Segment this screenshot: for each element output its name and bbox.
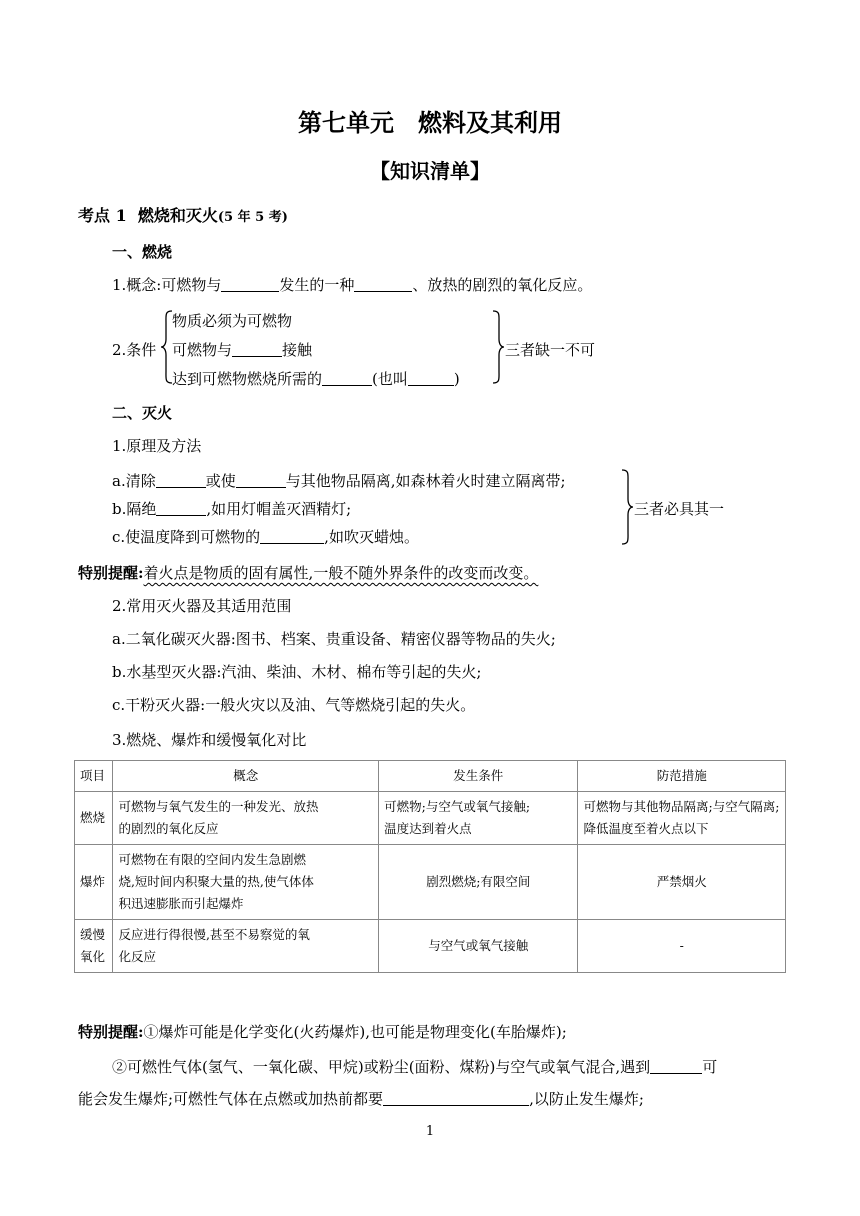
cell-line: 反应进行得很慢,甚至不易察觉的氧: [118, 927, 310, 942]
section-heading-extinguishing: 二、灭火: [112, 404, 173, 422]
comparison-table: [74, 760, 786, 973]
tip-text: ②可燃性气体(氢气、一氧化碳、甲烷)或粉尘(面粉、煤粉)与空气或氧气混合,遇到: [112, 1058, 651, 1076]
condition-cell: [379, 792, 578, 845]
table-row: [75, 792, 786, 845]
prevention-cell: [578, 792, 786, 845]
concept-text-3: 、放热的剧烈的氧化反应。: [412, 276, 593, 294]
extinguishers-heading: 2.常用灭火器及其适用范围: [112, 597, 292, 615]
cell-line: 烧,短时间内积聚大量的热,使气体体: [118, 874, 314, 889]
special-tip-1: [78, 562, 538, 583]
concept-text-1: 1.概念:可燃物与: [112, 276, 222, 294]
comparison-heading: 3.燃烧、爆炸和缓慢氧化对比: [112, 731, 307, 749]
special-tip-2-line-2: [112, 1056, 717, 1077]
tip-text: 可: [702, 1058, 718, 1076]
fill-blank[interactable]: [383, 1090, 529, 1106]
extinguisher-item: a.二氧化碳灭火器:图书、档案、贵重设备、精密仪器等物品的失火;: [112, 630, 556, 648]
combustion-conditions-label: 2.条件: [112, 341, 157, 359]
method-a-text-1: a.清除: [112, 472, 156, 490]
cell-line: 的剧烈的氧化反应: [118, 821, 219, 836]
method-c: [112, 526, 419, 547]
fill-blank[interactable]: [322, 370, 372, 386]
exam-point-label: 考点 1: [78, 206, 127, 225]
tip-label: 特别提醒:: [78, 1023, 144, 1041]
method-b-text-2: ,如用灯帽盖灭酒精灯;: [206, 500, 352, 518]
header-cell: 项目: [75, 761, 113, 792]
cell-line: 积迅速膨胀而引起爆炸: [118, 896, 244, 911]
cell-line: 可燃物与氧气发生的一种发光、放热: [118, 799, 319, 814]
cell-line: 燃烧: [80, 810, 106, 825]
condition-cell: [379, 845, 578, 920]
fill-blank[interactable]: [408, 370, 454, 386]
prevention-cell: [578, 920, 786, 973]
extinguisher-item: b.水基型灭火器:汽油、柴油、木材、棉布等引起的失火;: [112, 663, 482, 681]
concept-text-2: 发生的一种: [279, 276, 355, 294]
method-c-text-1: c.使温度降到可燃物的: [112, 528, 261, 546]
cell-line: 可燃物与其他物品隔离;与空气隔离;: [583, 799, 780, 814]
cell-line: 降低温度至着火点以下: [583, 821, 709, 836]
fill-blank[interactable]: [236, 472, 286, 488]
methods-summary: 三者必具其一: [634, 500, 725, 518]
method-b: [112, 498, 351, 519]
condition-2-text-1: 可燃物与: [172, 341, 233, 359]
row-name-cell: [75, 792, 113, 845]
fill-blank[interactable]: [260, 528, 324, 544]
cell-line: 温度达到着火点: [384, 821, 472, 836]
extinguisher-item: c.干粉灭火器:一般火灾以及油、气等燃烧引起的失火。: [112, 696, 476, 714]
page-title: 第七单元 燃料及其利用: [298, 108, 562, 137]
exam-point-name: 燃烧和灭火: [137, 206, 218, 225]
cell-line: 氧化: [80, 949, 106, 964]
tip-text: ①爆炸可能是化学变化(火药爆炸),也可能是物理变化(车胎爆炸);: [143, 1023, 567, 1041]
tip-text: 着火点是物质的固有属性,一般不随外界条件的改变而改变。: [143, 564, 539, 582]
cell-line: 严禁烟火: [656, 874, 707, 889]
cell-line: 爆炸: [80, 874, 106, 889]
method-c-text-2: ,如吹灭蜡烛。: [324, 528, 419, 546]
cell-line: 缓慢: [80, 927, 106, 942]
condition-cell: [379, 920, 578, 973]
prevention-cell: [578, 845, 786, 920]
condition-2-text-2: 接触: [282, 341, 313, 359]
table-row: [75, 845, 786, 920]
exam-point-heading: [78, 203, 288, 226]
fill-blank[interactable]: [221, 276, 279, 292]
cell-line: 化反应: [118, 949, 156, 964]
row-name-cell: [75, 845, 113, 920]
header-cell: 发生条件: [379, 761, 578, 792]
fill-blank[interactable]: [354, 276, 412, 292]
page-number: 1: [425, 1124, 435, 1139]
concept-cell: [113, 920, 379, 973]
conditions-summary: 三者缺一不可: [505, 341, 596, 359]
right-brace: [491, 309, 505, 385]
header-cell: 概念: [113, 761, 379, 792]
tip-text: ,以防止发生爆炸;: [529, 1090, 644, 1108]
condition-3-text-2: (也叫: [372, 370, 408, 388]
principle-heading: 1.原理及方法: [112, 437, 202, 455]
tip-label: 特别提醒:: [78, 564, 144, 582]
fill-blank[interactable]: [156, 500, 206, 516]
condition-2: [172, 339, 312, 360]
cell-line: 可燃物;与空气或氧气接触;: [384, 799, 531, 814]
condition-3: [172, 368, 460, 389]
table-header-row: [75, 761, 786, 792]
section-heading-combustion: 一、燃烧: [112, 243, 173, 261]
method-a-text-2: 或使: [205, 472, 236, 490]
tip-text: 能会发生爆炸;可燃性气体在点燃或加热前都要: [78, 1090, 384, 1108]
concept-cell: [113, 845, 379, 920]
exam-point-note: (5 年 5 考): [217, 210, 288, 225]
fill-blank[interactable]: [232, 341, 282, 357]
right-brace: [620, 468, 634, 546]
combustion-concept: [112, 274, 592, 295]
condition-1: 物质必须为可燃物: [172, 312, 293, 330]
fill-blank[interactable]: [156, 472, 206, 488]
concept-cell: [113, 792, 379, 845]
special-tip-2-line-1: [78, 1021, 567, 1042]
row-name-cell: [75, 920, 113, 973]
cell-line: 与空气或氧气接触: [428, 938, 529, 953]
method-b-text-1: b.隔绝: [112, 500, 157, 518]
condition-3-text-3: ): [453, 370, 460, 388]
method-a: [112, 470, 566, 491]
cell-line: 剧烈燃烧;有限空间: [426, 874, 531, 889]
table-row: [75, 920, 786, 973]
cell-line: 可燃物在有限的空间内发生急剧燃: [118, 852, 306, 867]
cell-line: -: [679, 938, 684, 953]
header-cell: 防范措施: [578, 761, 786, 792]
method-a-text-3: 与其他物品隔离,如森林着火时建立隔离带;: [285, 472, 566, 490]
condition-3-text-1: 达到可燃物燃烧所需的: [172, 370, 323, 388]
special-tip-2-line-3: [78, 1088, 644, 1109]
fill-blank[interactable]: [650, 1058, 702, 1074]
page-subtitle: 【知识清单】: [370, 159, 490, 183]
